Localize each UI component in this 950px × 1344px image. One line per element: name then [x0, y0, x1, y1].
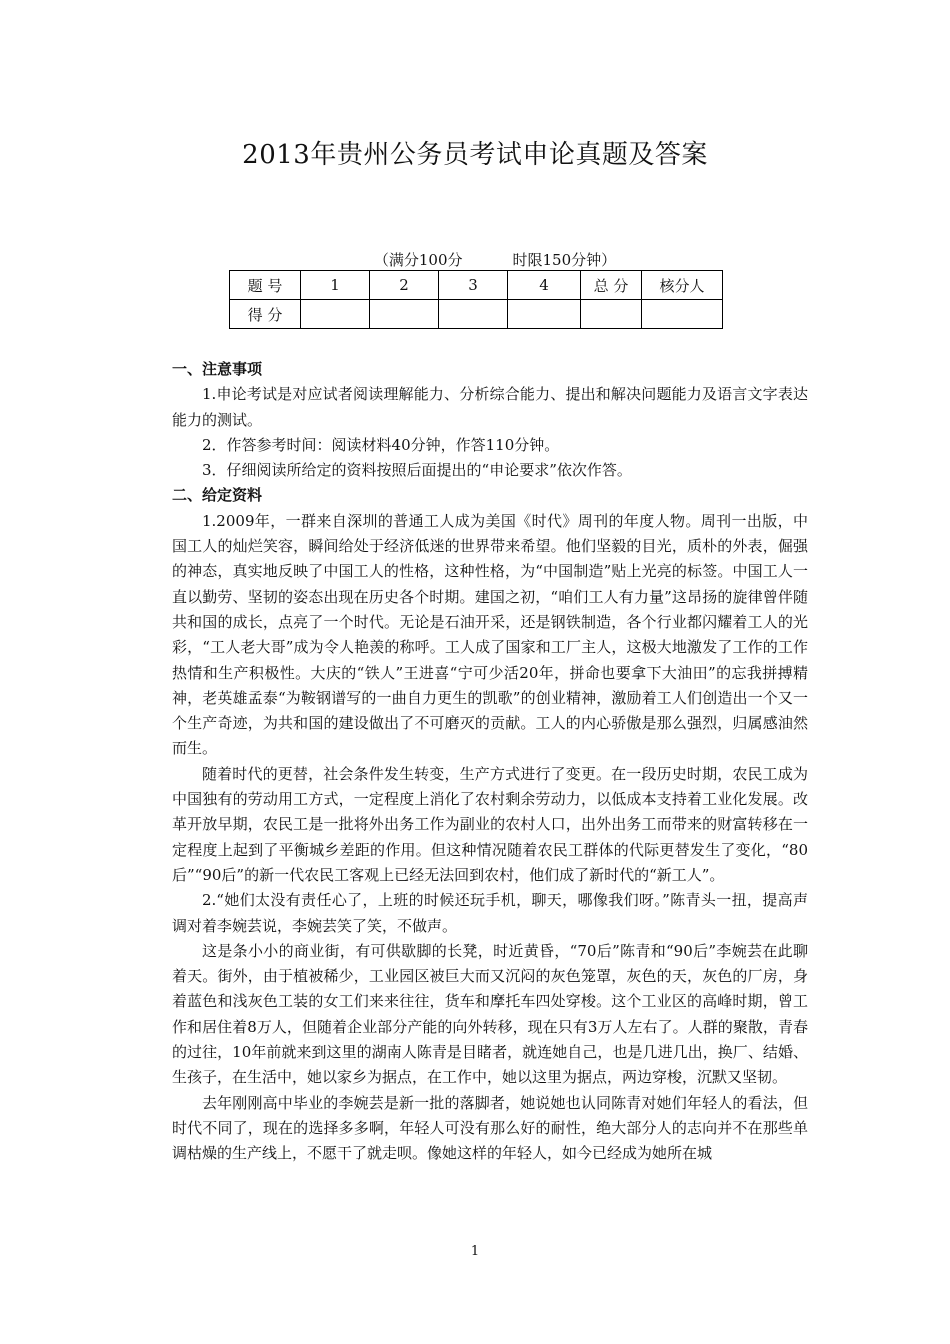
- section-heading-materials: 二、给定资料: [172, 486, 263, 505]
- header-cell-q1: 1: [301, 271, 370, 300]
- header-cell-q2: 2: [370, 271, 439, 300]
- header-cell-total: 总 分: [581, 271, 642, 300]
- score-table-score-row: [230, 300, 723, 329]
- score-cell-grader: [642, 300, 723, 329]
- note-item-2: 2．作答参考时间：阅读材料40分钟，作答110分钟。: [202, 435, 560, 454]
- full-score-text: （满分100分: [373, 251, 463, 269]
- material-paragraph-5: 去年刚刚高中毕业的李婉芸是新一批的落脚者，她说她也认同陈青对她们年轻人的看法，但时代不同了，现在的选择多多啊，年轻人可没有那么好的耐性，绝大部分人的志向并不在那些单调枯燥的生产线上，不愿干了就走呗。像她这样的年轻人，如今已经成为她所在城: [172, 1093, 808, 1163]
- time-limit-text: 时限150分钟）: [512, 251, 617, 269]
- score-table-header-row: [230, 271, 723, 300]
- document-title: 2013年贵州公务员考试申论真题及答案: [242, 140, 708, 170]
- score-table: [229, 270, 723, 329]
- score-row-label: 得 分: [230, 300, 301, 329]
- header-cell-question-no: 题 号: [230, 271, 301, 300]
- note-item-3: 3．仔细阅读所给定的资料按照后面提出的“申论要求”依次作答。: [202, 461, 632, 480]
- page-number: 1: [470, 1244, 480, 1259]
- material-paragraph-3: 2.“她们太没有责任心了，上班的时候还玩手机，聊天，哪像我们呀。”陈青头一扭，提高声调对着李婉芸说，李婉芸笑了笑，不做声。: [172, 891, 808, 935]
- score-cell-total: [581, 300, 642, 329]
- header-cell-q4: 4: [508, 271, 581, 300]
- score-note: [0, 249, 950, 270]
- section-heading-notes: 一、注意事项: [172, 360, 263, 378]
- header-cell-grader: 核分人: [642, 271, 723, 300]
- score-cell-q2: [370, 300, 439, 329]
- score-cell-q3: [439, 300, 508, 329]
- material-paragraph-2: 随着时代的更替，社会条件发生转变，生产方式进行了变更。在一段历史时期，农民工成为中国独有的劳动用工方式，一定程度上消化了农村剩余劳动力，以低成本支持着工业化发展。改革开放早期，农民工是一批将外出务工作为副业的农村人口，出外出务工而带来的财富转移在一定程度上起到了平衡城乡差距的作用。但这种情况随着农民工群体的代际更替发生了变化，“80后”“90后”的新一代农民工客观上已经无法回到农村，他们成了新时代的“新工人”。: [172, 764, 808, 884]
- material-paragraph-1: 1.2009年，一群来自深圳的普通工人成为美国《时代》周刊的年度人物。周刊一出版，中国工人的灿烂笑容，瞬间给处于经济低迷的世界带来希望。他们坚毅的目光，质朴的外表，倔强的神态，真实地反映了中国工人的性格，这种性格，为“中国制造”贴上光亮的标签。中国工人一直以勤劳、坚韧的姿态出现在历史各个时期。建国之初，“咱们工人有力量”这昂扬的旋律曾伴随共和国的成长，点亮了一个时代。无论是石油开采，还是钢铁制造，各个行业都闪耀着工人的光彩，“工人老大哥”成为令人艳羡的称呼。工人成了国家和工厂主人，这极大地激发了工作的工作热情和生产积极性。大庆的“铁人”王进喜“宁可少活20年，拼命也要拿下大油田”的忘我拼搏精神，老英雄孟泰“为鞍钢谱写的一曲自力更生的凯歌”的创业精神，激励着工人们创造出一个又一个生产奇迹，为共和国的建设做出了不可磨灭的贡献。工人的内心骄傲是那么强烈，归属感油然而生。: [172, 511, 808, 758]
- document-body: [172, 357, 808, 1167]
- header-cell-q3: 3: [439, 271, 508, 300]
- material-paragraph-4: 这是条小小的商业街，有可供歇脚的长凳，时近黄昏，“70后”陈青和“90后”李婉芸在此聊着天。街外，由于植被稀少，工业园区被巨大而又沉闷的灰色笼罩，灰色的天，灰色的厂房，身着蓝色和浅灰色工装的女工们来来往往，货车和摩托车四处穿梭。这个工业区的高峰时期，曾工作和居住着8万人，但随着企业部分产能的向外转移，现在只有3万人左右了。人群的聚散，青春的过往，10年前就来到这里的湖南人陈青是目睹者，就连她自己，也是几进几出，换厂、结婚、生孩子，在生活中，她以家乡为据点，在工作中，她以这里为据点，两边穿梭，沉默又坚韧。: [172, 941, 808, 1087]
- score-cell-q1: [301, 300, 370, 329]
- note-item-1: 1.申论考试是对应试者阅读理解能力、分析综合能力、提出和解决问题能力及语言文字表达能力的测试。: [172, 385, 808, 429]
- score-cell-q4: [508, 300, 581, 329]
